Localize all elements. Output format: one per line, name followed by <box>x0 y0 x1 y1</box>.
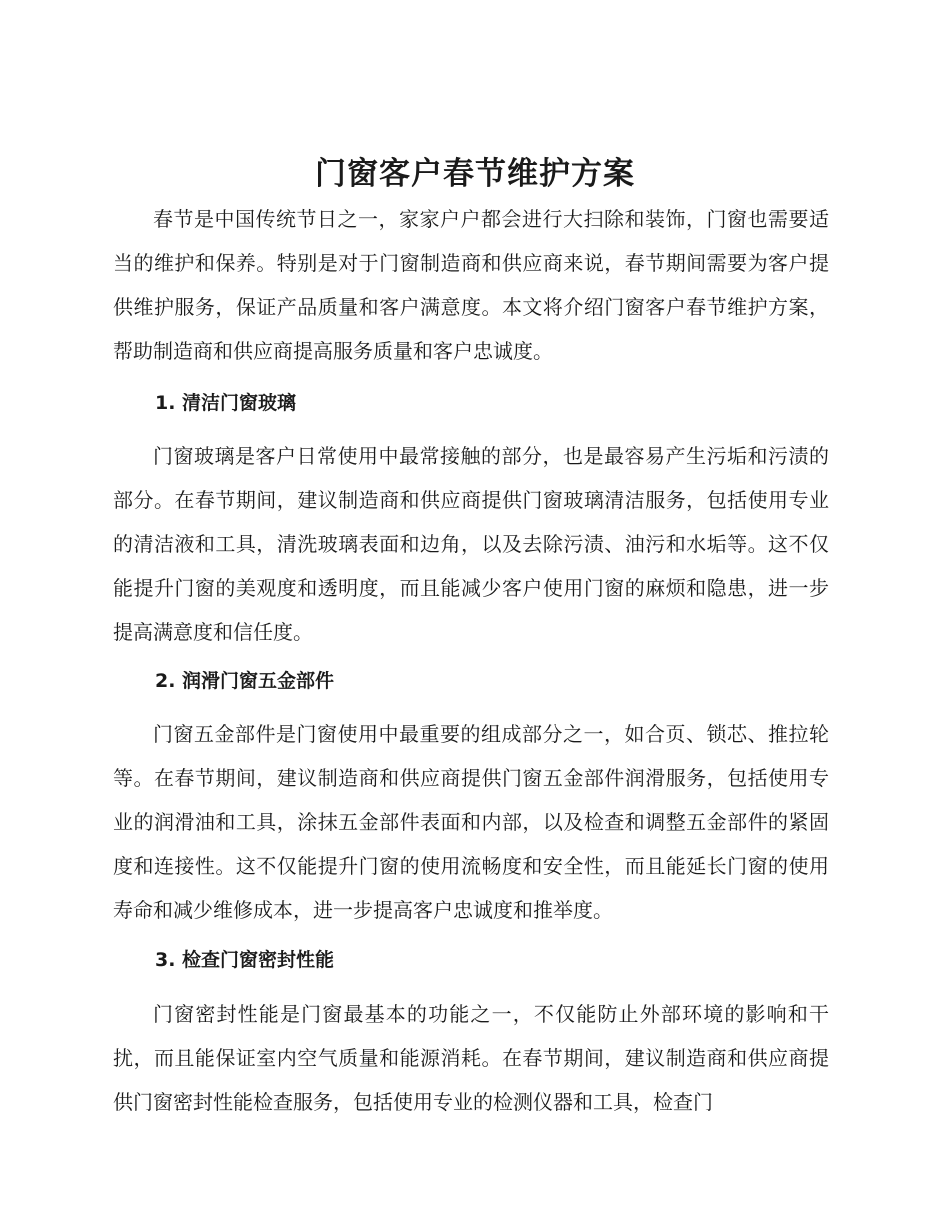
document-title: 门窗客户春节维护方案 <box>315 156 635 192</box>
intro-paragraph: 春节是中国传统节日之一，家家户户都会进行大扫除和装饰，门窗也需要适当的维护和保养。特别是对于门窗制造商和供应商来说，春节期间需要为客户提供维护服务，保证产品质量和客户满意度。本文将介绍门窗客户春节维护方案，帮助制造商和供应商提高服务质量和客户忠诚度。 <box>113 207 829 363</box>
section-heading-sealing: 3. 检查门窗密封性能 <box>155 949 335 971</box>
section-heading-cleaning: 1. 清洁门窗玻璃 <box>155 392 297 414</box>
section-heading-lubrication: 2. 润滑门窗五金部件 <box>155 670 335 692</box>
section-body-cleaning: 门窗玻璃是客户日常使用中最常接触的部分，也是最容易产生污垢和污渍的部分。在春节期间，建议制造商和供应商提供门窗玻璃清洁服务，包括使用专业的清洁液和工具，清洗玻璃表面和边角，以及去除污渍、油污和水垢等。这不仅能提升门窗的美观度和透明度，而且能减少客户使用门窗的麻烦和隐患，进一步提高满意度和信任度。 <box>113 444 829 644</box>
section-body-lubrication: 门窗五金部件是门窗使用中最重要的组成部分之一，如合页、锁芯、推拉轮等。在春节期间，建议制造商和供应商提供门窗五金部件润滑服务，包括使用专业的润滑油和工具，涂抹五金部件表面和内部，以及检查和调整五金部件的紧固度和连接性。这不仅能提升门窗的使用流畅度和安全性，而且能延长门窗的使用寿命和减少维修成本，进一步提高客户忠诚度和推举度。 <box>113 722 829 922</box>
section-body-sealing: 门窗密封性能是门窗最基本的功能之一，不仅能防止外部环境的影响和干扰，而且能保证室内空气质量和能源消耗。在春节期间，建议制造商和供应商提供门窗密封性能检查服务，包括使用专业的检测仪器和工具，检查门 <box>113 1002 829 1114</box>
